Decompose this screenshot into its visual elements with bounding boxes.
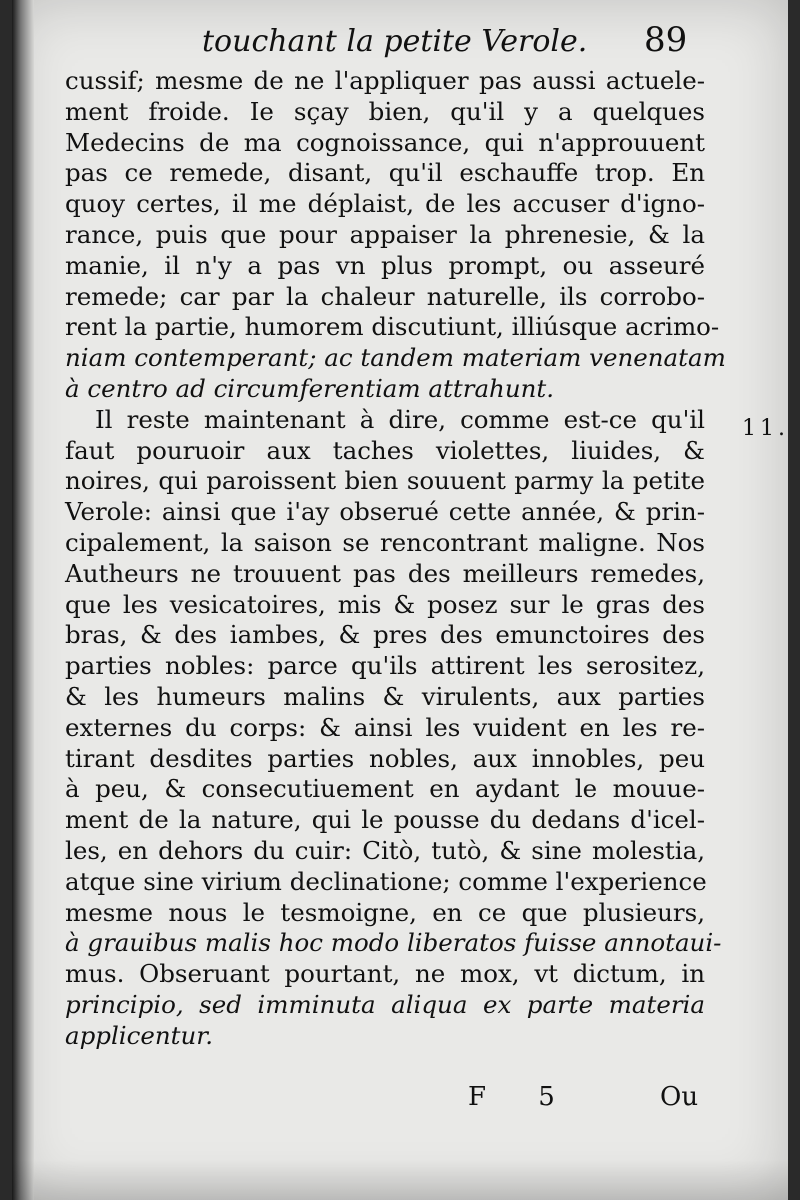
text-line: à grauibus malis hoc modo liberatos fuisse annotaui- <box>65 928 722 958</box>
text-line: principio, sed imminuta aliqua ex parte materia <box>65 989 705 1019</box>
text-line: applicentur. <box>65 1020 214 1050</box>
text-line: Verole: ainsi que i'ay obserué cette année, & prin- <box>65 497 705 527</box>
text-line: Il reste maintenant à dire, comme est-ce qu'il <box>95 404 705 434</box>
text-line: cussif; mesme de ne l'appliquer pas aussi actuele- <box>65 66 705 95</box>
text-line: Medecins de ma cognoissance, qui n'approuuent <box>65 127 705 157</box>
text-line: noires, qui paroissent bien souuent parmy la petite <box>65 466 705 496</box>
margin-section-number: 11. <box>742 416 789 441</box>
text-line: ment froide. Ie sçay bien, qu'il y a quelques <box>65 96 705 126</box>
text-line: les, en dehors du cuir: Citò, tutò, & sine molestia, <box>65 835 705 865</box>
text-line: à peu, & consecutiuement en aydant le mouue- <box>65 774 705 804</box>
text-line: à centro ad circumferentiam attrahunt. <box>65 373 555 403</box>
text-line: & les humeurs malins & virulents, aux parties <box>65 681 705 711</box>
text-line: niam contemperant; ac tandem materiam venenatam <box>65 343 726 373</box>
text-line: remede; car par la chaleur naturelle, ils corrobo- <box>65 281 705 311</box>
text-line: bras, & des iambes, & pres des emunctoires des <box>65 620 705 650</box>
text-line: cipalement, la saison se rencontrant maligne. Nos <box>65 527 705 557</box>
page-number: 89 <box>644 20 688 60</box>
text-line: quoy certes, il me déplaist, de les accuser d'igno- <box>65 189 705 219</box>
body-text <box>65 66 726 1052</box>
text-line: mus. Obseruant pourtant, ne mox, vt dictum, in <box>65 959 705 989</box>
text-line: externes du corps: & ainsi les vuident en les re- <box>65 712 705 742</box>
text-line: que les vesicatoires, mis & posez sur le gras des <box>65 589 705 619</box>
page-bottom-shade <box>12 1160 788 1200</box>
text-line: mesme nous le tesmoigne, en ce que plusieurs, <box>65 897 705 927</box>
text-line: ment de la nature, qui le pousse du dedans d'icel- <box>65 805 705 835</box>
book-page <box>12 0 788 1200</box>
running-head-title: touchant la petite Verole. <box>202 24 588 59</box>
text-line: rent la partie, humorem discutiunt, illiúsque acrimo- <box>65 312 720 342</box>
text-line: atque sine virium declinatione; comme l'experience <box>65 866 707 896</box>
signature-mark: F 5 <box>468 1082 577 1112</box>
text-line: rance, puis que pour appaiser la phrenesie, & la <box>65 219 705 249</box>
text-line: manie, il n'y a pas vn plus prompt, ou asseuré <box>65 250 705 280</box>
catchword: Ou <box>660 1082 699 1112</box>
page-gutter-shadow <box>12 0 34 1200</box>
text-line: pas ce remede, disant, qu'il eschauffe trop. En <box>65 158 705 188</box>
text-line: faut pouruoir aux taches violettes, liuides, & <box>65 435 705 465</box>
text-line: Autheurs ne trouuent pas des meilleurs remedes, <box>65 558 705 588</box>
text-line: tirant desdites parties nobles, aux innobles, peu <box>65 743 705 773</box>
text-line: parties nobles: parce qu'ils attirent les serositez, <box>65 651 705 681</box>
